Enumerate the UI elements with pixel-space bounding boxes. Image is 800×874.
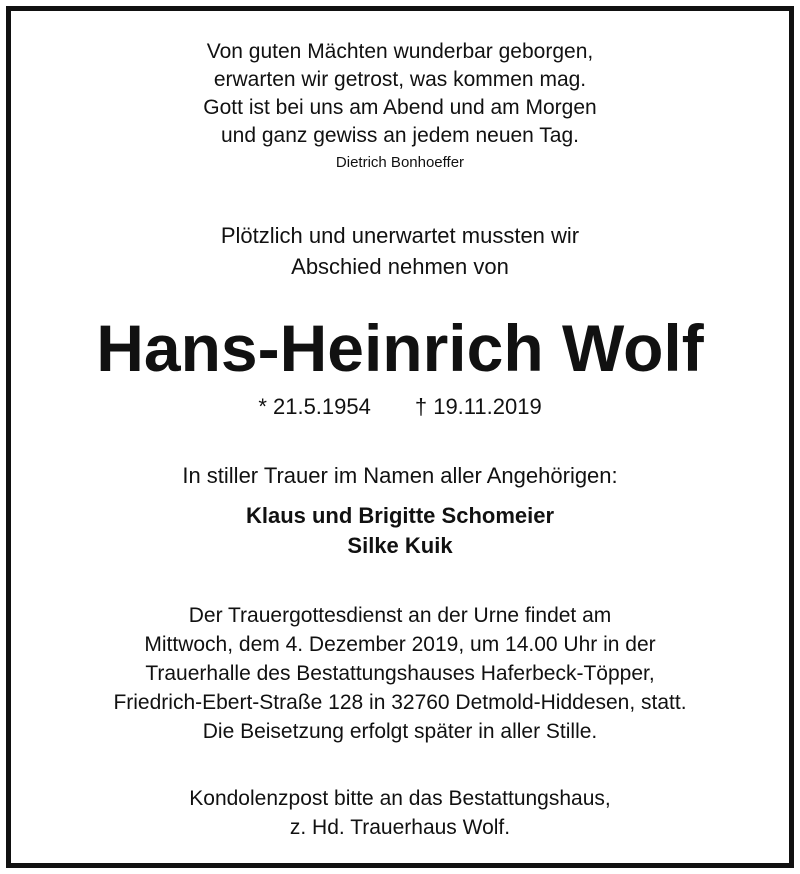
condolence-line: Kondolenzpost bitte an das Bestattungshaus,: [189, 787, 611, 810]
condolence-line: z. Hd. Trauerhaus Wolf.: [289, 816, 511, 839]
mourning-statement: In stiller Trauer im Namen aller Angehörigen:: [182, 463, 618, 488]
life-dates: [0, 392, 800, 422]
bonhoeffer-poem: [0, 38, 800, 150]
service-line: Friedrich-Ebert-Straße 128 in 32760 Detmold-Hiddesen, statt.: [113, 691, 687, 714]
service-line: Trauerhalle des Bestattungshauses Haferbeck-Töpper,: [145, 662, 655, 685]
relatives-list: [0, 501, 800, 561]
relative-name: Klaus und Brigitte Schomeier: [245, 503, 555, 528]
poem-line: und ganz gewiss an jedem neuen Tag.: [220, 124, 580, 147]
intro-line: Plötzlich und unerwartet mussten wir: [220, 223, 580, 248]
announcement-intro: [0, 220, 800, 282]
poem-line: Von guten Mächten wunderbar geborgen,: [206, 40, 594, 63]
funeral-service-info: [0, 601, 800, 746]
service-line: Der Trauergottesdienst an der Urne findet am: [188, 604, 612, 627]
service-line: Die Beisetzung erfolgt später in aller Stille.: [202, 720, 598, 743]
service-line: Mittwoch, dem 4. Dezember 2019, um 14.00 Uhr in der: [144, 633, 656, 656]
poem-line: Gott ist bei uns am Abend und am Morgen: [203, 96, 597, 119]
poem-line: erwarten wir getrost, was kommen mag.: [213, 68, 587, 91]
death-date: † 19.11.2019: [414, 394, 542, 419]
deceased-name: Hans-Heinrich Wolf: [96, 311, 704, 385]
poem-author: Dietrich Bonhoeffer: [335, 154, 465, 171]
condolence-note: [0, 784, 800, 842]
relative-name: Silke Kuik: [347, 533, 453, 558]
intro-line: Abschied nehmen von: [291, 254, 509, 279]
birth-date: * 21.5.1954: [258, 394, 371, 419]
